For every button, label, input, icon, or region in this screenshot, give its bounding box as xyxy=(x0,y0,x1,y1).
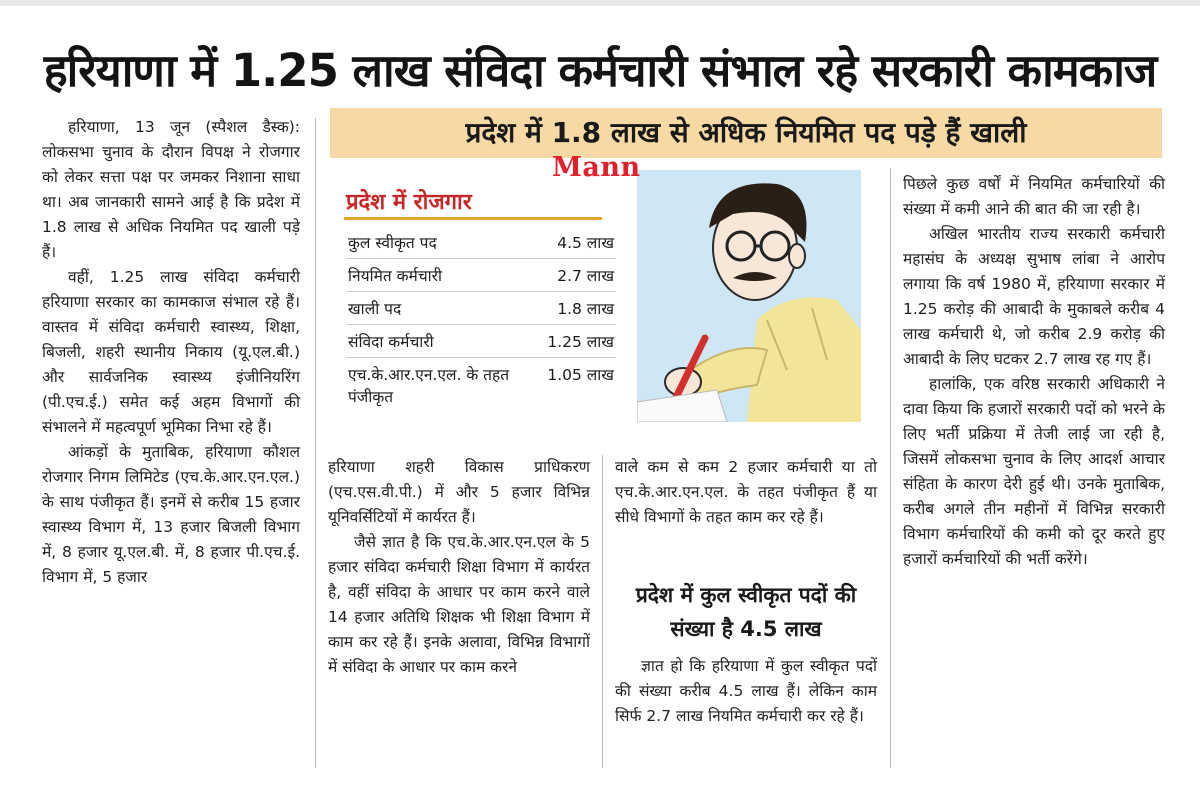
top-strip xyxy=(0,0,1200,6)
infobox-title: प्रदेश में रोजगार xyxy=(346,190,472,215)
infobox-row-value: 1.05 लाख xyxy=(547,366,614,384)
column-divider xyxy=(890,168,891,768)
column-divider xyxy=(602,455,603,768)
column-3-continued xyxy=(615,654,877,729)
column-3 xyxy=(615,455,877,530)
headline: हरियाणा में 1.25 लाख संविदा कर्मचारी संभाल रहे सरकारी कामकाज xyxy=(43,44,1157,97)
infobox-row xyxy=(346,292,616,325)
infobox-row-label: एच.के.आर.एन.एल. के तहत पंजीकृत xyxy=(348,366,510,406)
infobox-row-label: कुल स्वीकृत पद xyxy=(348,234,437,252)
infobox-row-value: 1.8 लाख xyxy=(557,300,614,318)
infobox-row-value: 4.5 लाख xyxy=(557,234,614,252)
infobox-row xyxy=(346,259,616,292)
paragraph: वाले कम से कम 2 हजार कर्मचारी या तो एच.के.आर.एन.एल. के तहत पंजीकृत हैं या सीधे विभागों के तहत काम कर रहे हैं। xyxy=(615,458,877,526)
paragraph: वहीं, 1.25 लाख संविदा कर्मचारी हरियाणा सरकार का कामकाज संभाल रहे हैं। वास्तव में संविदा कर्मचारी स्वास्थ्य, शिक्षा, बिजली, शहरी स्थानीय निकाय (यू.एल.बी.) और सार्वजनिक स्वास्थ्य इंजीनियरिंग (पी.एच.ई.) समेत कई अहम विभागों की संभालने में महत्वपूर्ण भूमिका निभा रहे हैं। xyxy=(42,268,300,436)
column-1 xyxy=(42,115,300,590)
brand-watermark: Mann xyxy=(552,152,641,183)
column-3-subheading: प्रदेश में कुल स्वीकृत पदों की संख्या है 4.5 लाख xyxy=(635,583,857,641)
paragraph: अखिल भारतीय राज्य सरकारी कर्मचारी महासंघ के अध्यक्ष सुभाष लांबा ने आरोप लगाया कि वर्ष 1980 में, हरियाणा सरकार में 1.25 करोड़ की आबादी के मुकाबले करीब 4 लाख कर्मचारी थे, जो करीब 2.9 करोड़ की आबादी के लिए घटकर 2.7 लाख रह गए हैं। xyxy=(903,225,1165,368)
infobox-row xyxy=(346,358,616,412)
column-2 xyxy=(328,455,590,680)
column-4 xyxy=(903,172,1165,572)
infobox-row-label: खाली पद xyxy=(348,300,402,318)
infobox-row-label: संविदा कर्मचारी xyxy=(348,333,434,351)
paragraph: पिछले कुछ वर्षों में नियमित कर्मचारियों की संख्या में कमी आने की बात की जा रही है। xyxy=(903,175,1165,218)
infobox-row-label: नियमित कर्मचारी xyxy=(348,267,443,285)
paragraph: हरियाणा, 13 जून (स्पैशल डैस्क): लोकसभा चुनाव के दौरान विपक्ष ने रोजगार को लेकर सत्ता पक्ष पर जमकर निशाना साधा था। अब जानकारी सामने आई है कि प्रदेश में 1.8 लाख से अधिक नियमित पद खाली पड़े हैं। xyxy=(42,118,300,261)
infobox-row xyxy=(346,226,616,259)
infobox-row-value: 2.7 लाख xyxy=(557,267,614,285)
paragraph: हालांकि, एक वरिष्ठ सरकारी अधिकारी ने दावा किया कि हजारों सरकारी पदों को भरने के लिए भर्ती प्रक्रिया में तेजी लाई जा रही है, जिसमें लोकसभा चुनाव के लिए आदर्श आचार संहिता के कारण देरी हुई थी। उनके मुताबिक, करीब अगले तीन महीनों में विभिन्न सरकारी विभाग कर्मचारियों की कमी को दूर करते हुए हजारों कर्मचारियों की भर्ती करेंगे। xyxy=(903,375,1165,568)
paragraph: आंकड़ों के मुताबिक, हरियाणा कौशल रोजगार निगम लिमिटेड (एच.के.आर.एन.एल.) के साथ पंजीकृत हैं। इनमें से करीब 15 हजार स्वास्थ्य विभाग में, 13 हजार बिजली विभाग में, 8 हजार यू.एल.बी. में, 8 हजार पी.एच.ई. विभाग में, 5 हजार xyxy=(42,443,300,586)
subheadline: प्रदेश में 1.8 लाख से अधिक नियमित पद पड़े हैं खाली xyxy=(330,108,1162,158)
cartoon-man-writing-icon xyxy=(637,170,861,422)
employment-infobox xyxy=(330,168,620,448)
paragraph: ज्ञात हो कि हरियाणा में कुल स्वीकृत पदों की संख्या करीब 4.5 लाख हैं। लेकिन काम सिर्फ 2.7 लाख नियमित कर्मचारी कर रहे हैं। xyxy=(615,657,877,725)
column-divider xyxy=(315,118,316,768)
paragraph: जैसे ज्ञात है कि एच.के.आर.एन.एल के 5 हजार संविदा कर्मचारी शिक्षा विभाग में कार्यरत है, वहीं संविदा के आधार पर काम करने वाले 14 हजार अतिथि शिक्षक भी शिक्षा विभाग में काम कर रहे हैं। इनके अलावा, विभिन्न विभागों में संविदा के आधार पर काम करने xyxy=(328,533,590,676)
infobox-row-value: 1.25 लाख xyxy=(547,333,614,351)
infobox-underline xyxy=(344,217,602,220)
infobox-row xyxy=(346,325,616,358)
infobox-rows xyxy=(346,226,616,412)
paragraph: हरियाणा शहरी विकास प्राधिकरण (एच.एस.वी.पी.) में और 5 हजार विभिन्न यूनिवर्सिटियों में कार्यरत हैं। xyxy=(328,458,590,526)
